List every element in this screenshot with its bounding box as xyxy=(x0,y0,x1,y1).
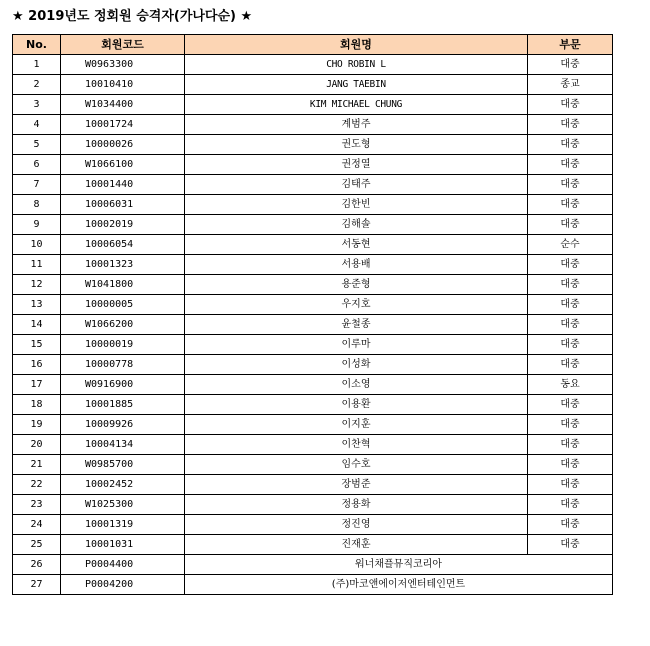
table-row-merged xyxy=(13,575,613,595)
table-row xyxy=(13,295,613,315)
row-no: 1 xyxy=(13,55,61,75)
table-row xyxy=(13,55,613,75)
row-dept: 종교 xyxy=(528,75,613,95)
row-name: JANG TAEBIN xyxy=(185,75,528,95)
row-dept: 동요 xyxy=(528,375,613,395)
row-name: 계범주 xyxy=(185,115,528,135)
row-code: 10004134 xyxy=(61,435,185,455)
row-name: 이찬혁 xyxy=(185,435,528,455)
row-name: 김태주 xyxy=(185,175,528,195)
row-dept: 대중 xyxy=(528,95,613,115)
row-name: 장범준 xyxy=(185,475,528,495)
row-code: W1025300 xyxy=(61,495,185,515)
row-dept: 대중 xyxy=(528,135,613,155)
row-dept: 대중 xyxy=(528,195,613,215)
row-dept: 대중 xyxy=(528,215,613,235)
row-name: 서동현 xyxy=(185,235,528,255)
row-name: 권도형 xyxy=(185,135,528,155)
row-name: 정진영 xyxy=(185,515,528,535)
table-header xyxy=(13,35,613,55)
row-dept: 대중 xyxy=(528,435,613,455)
table-row xyxy=(13,255,613,275)
row-no: 14 xyxy=(13,315,61,335)
row-dept: 대중 xyxy=(528,355,613,375)
row-no: 7 xyxy=(13,175,61,195)
row-name: KIM MICHAEL CHUNG xyxy=(185,95,528,115)
row-code: 10009926 xyxy=(61,415,185,435)
row-no: 5 xyxy=(13,135,61,155)
row-code: P0004200 xyxy=(61,575,185,595)
table-row xyxy=(13,435,613,455)
header-no: No. xyxy=(13,35,61,55)
row-no: 19 xyxy=(13,415,61,435)
row-dept: 대중 xyxy=(528,255,613,275)
row-no: 17 xyxy=(13,375,61,395)
row-dept: 대중 xyxy=(528,315,613,335)
table-row xyxy=(13,95,613,115)
row-code: W1041800 xyxy=(61,275,185,295)
row-name: CHO ROBIN L xyxy=(185,55,528,75)
table-row xyxy=(13,515,613,535)
table-row xyxy=(13,315,613,335)
row-no: 4 xyxy=(13,115,61,135)
row-no: 3 xyxy=(13,95,61,115)
row-no: 15 xyxy=(13,335,61,355)
table-row-merged xyxy=(13,555,613,575)
table-row xyxy=(13,155,613,175)
row-name: 권정열 xyxy=(185,155,528,175)
table-row xyxy=(13,335,613,355)
row-code: 10000026 xyxy=(61,135,185,155)
row-name: 진재훈 xyxy=(185,535,528,555)
row-name: 윤철종 xyxy=(185,315,528,335)
row-dept: 대중 xyxy=(528,495,613,515)
row-dept: 대중 xyxy=(528,395,613,415)
row-code: W0985700 xyxy=(61,455,185,475)
row-dept: 대중 xyxy=(528,415,613,435)
table-body xyxy=(13,55,613,595)
row-dept: 대중 xyxy=(528,335,613,355)
row-code: W0916900 xyxy=(61,375,185,395)
row-dept: 대중 xyxy=(528,475,613,495)
row-no: 9 xyxy=(13,215,61,235)
header-name: 회원명 xyxy=(185,35,528,55)
table-row xyxy=(13,75,613,95)
row-no: 20 xyxy=(13,435,61,455)
row-name: 이지훈 xyxy=(185,415,528,435)
row-no: 6 xyxy=(13,155,61,175)
table-row xyxy=(13,355,613,375)
table-row xyxy=(13,495,613,515)
member-table xyxy=(12,34,613,595)
row-dept: 대중 xyxy=(528,115,613,135)
row-code: 10002452 xyxy=(61,475,185,495)
row-code: 10006031 xyxy=(61,195,185,215)
row-no: 18 xyxy=(13,395,61,415)
table-row xyxy=(13,235,613,255)
row-dept: 대중 xyxy=(528,295,613,315)
table-row xyxy=(13,115,613,135)
page-title: ★ 2019년도 정회원 승격자(가나다순) ★ xyxy=(12,9,253,24)
row-no: 21 xyxy=(13,455,61,475)
row-code: W0963300 xyxy=(61,55,185,75)
table-row xyxy=(13,415,613,435)
row-code: 10010410 xyxy=(61,75,185,95)
table-row xyxy=(13,535,613,555)
row-dept: 대중 xyxy=(528,55,613,75)
table-row xyxy=(13,135,613,155)
row-dept: 순수 xyxy=(528,235,613,255)
row-code: 10001323 xyxy=(61,255,185,275)
row-code: 10000019 xyxy=(61,335,185,355)
row-no: 11 xyxy=(13,255,61,275)
row-no: 12 xyxy=(13,275,61,295)
row-company-name: 워너채플뮤직코리아 xyxy=(185,555,613,575)
header-row xyxy=(13,35,613,55)
row-code: 10001319 xyxy=(61,515,185,535)
row-no: 22 xyxy=(13,475,61,495)
row-company-name: (주)마코앤에이저엔터테인먼트 xyxy=(185,575,613,595)
row-dept: 대중 xyxy=(528,155,613,175)
row-no: 26 xyxy=(13,555,61,575)
row-code: 10002019 xyxy=(61,215,185,235)
table-row xyxy=(13,195,613,215)
row-name: 김해솔 xyxy=(185,215,528,235)
row-dept: 대중 xyxy=(528,275,613,295)
row-no: 13 xyxy=(13,295,61,315)
table-row xyxy=(13,175,613,195)
row-no: 2 xyxy=(13,75,61,95)
row-code: W1034400 xyxy=(61,95,185,115)
table-row xyxy=(13,375,613,395)
row-name: 임수호 xyxy=(185,455,528,475)
row-code: 10000005 xyxy=(61,295,185,315)
table-row xyxy=(13,395,613,415)
row-code: 10001440 xyxy=(61,175,185,195)
row-name: 서용배 xyxy=(185,255,528,275)
row-code: 10000778 xyxy=(61,355,185,375)
row-no: 8 xyxy=(13,195,61,215)
table-row xyxy=(13,215,613,235)
row-no: 25 xyxy=(13,535,61,555)
row-name: 이루마 xyxy=(185,335,528,355)
row-name: 용준형 xyxy=(185,275,528,295)
row-code: 10001724 xyxy=(61,115,185,135)
row-dept: 대중 xyxy=(528,175,613,195)
header-dept: 부문 xyxy=(528,35,613,55)
table-row xyxy=(13,275,613,295)
row-dept: 대중 xyxy=(528,455,613,475)
row-name: 이용환 xyxy=(185,395,528,415)
row-dept: 대중 xyxy=(528,535,613,555)
table-row xyxy=(13,475,613,495)
row-code: P0004400 xyxy=(61,555,185,575)
row-no: 23 xyxy=(13,495,61,515)
header-code: 회원코드 xyxy=(61,35,185,55)
row-code: W1066100 xyxy=(61,155,185,175)
row-name: 우지호 xyxy=(185,295,528,315)
row-name: 이소영 xyxy=(185,375,528,395)
row-code: 10001885 xyxy=(61,395,185,415)
row-name: 이성화 xyxy=(185,355,528,375)
row-code: 10001031 xyxy=(61,535,185,555)
row-no: 10 xyxy=(13,235,61,255)
row-name: 정용화 xyxy=(185,495,528,515)
row-dept: 대중 xyxy=(528,515,613,535)
row-name: 김한빈 xyxy=(185,195,528,215)
row-code: 10006054 xyxy=(61,235,185,255)
table-row xyxy=(13,455,613,475)
row-no: 27 xyxy=(13,575,61,595)
row-code: W1066200 xyxy=(61,315,185,335)
row-no: 24 xyxy=(13,515,61,535)
row-no: 16 xyxy=(13,355,61,375)
